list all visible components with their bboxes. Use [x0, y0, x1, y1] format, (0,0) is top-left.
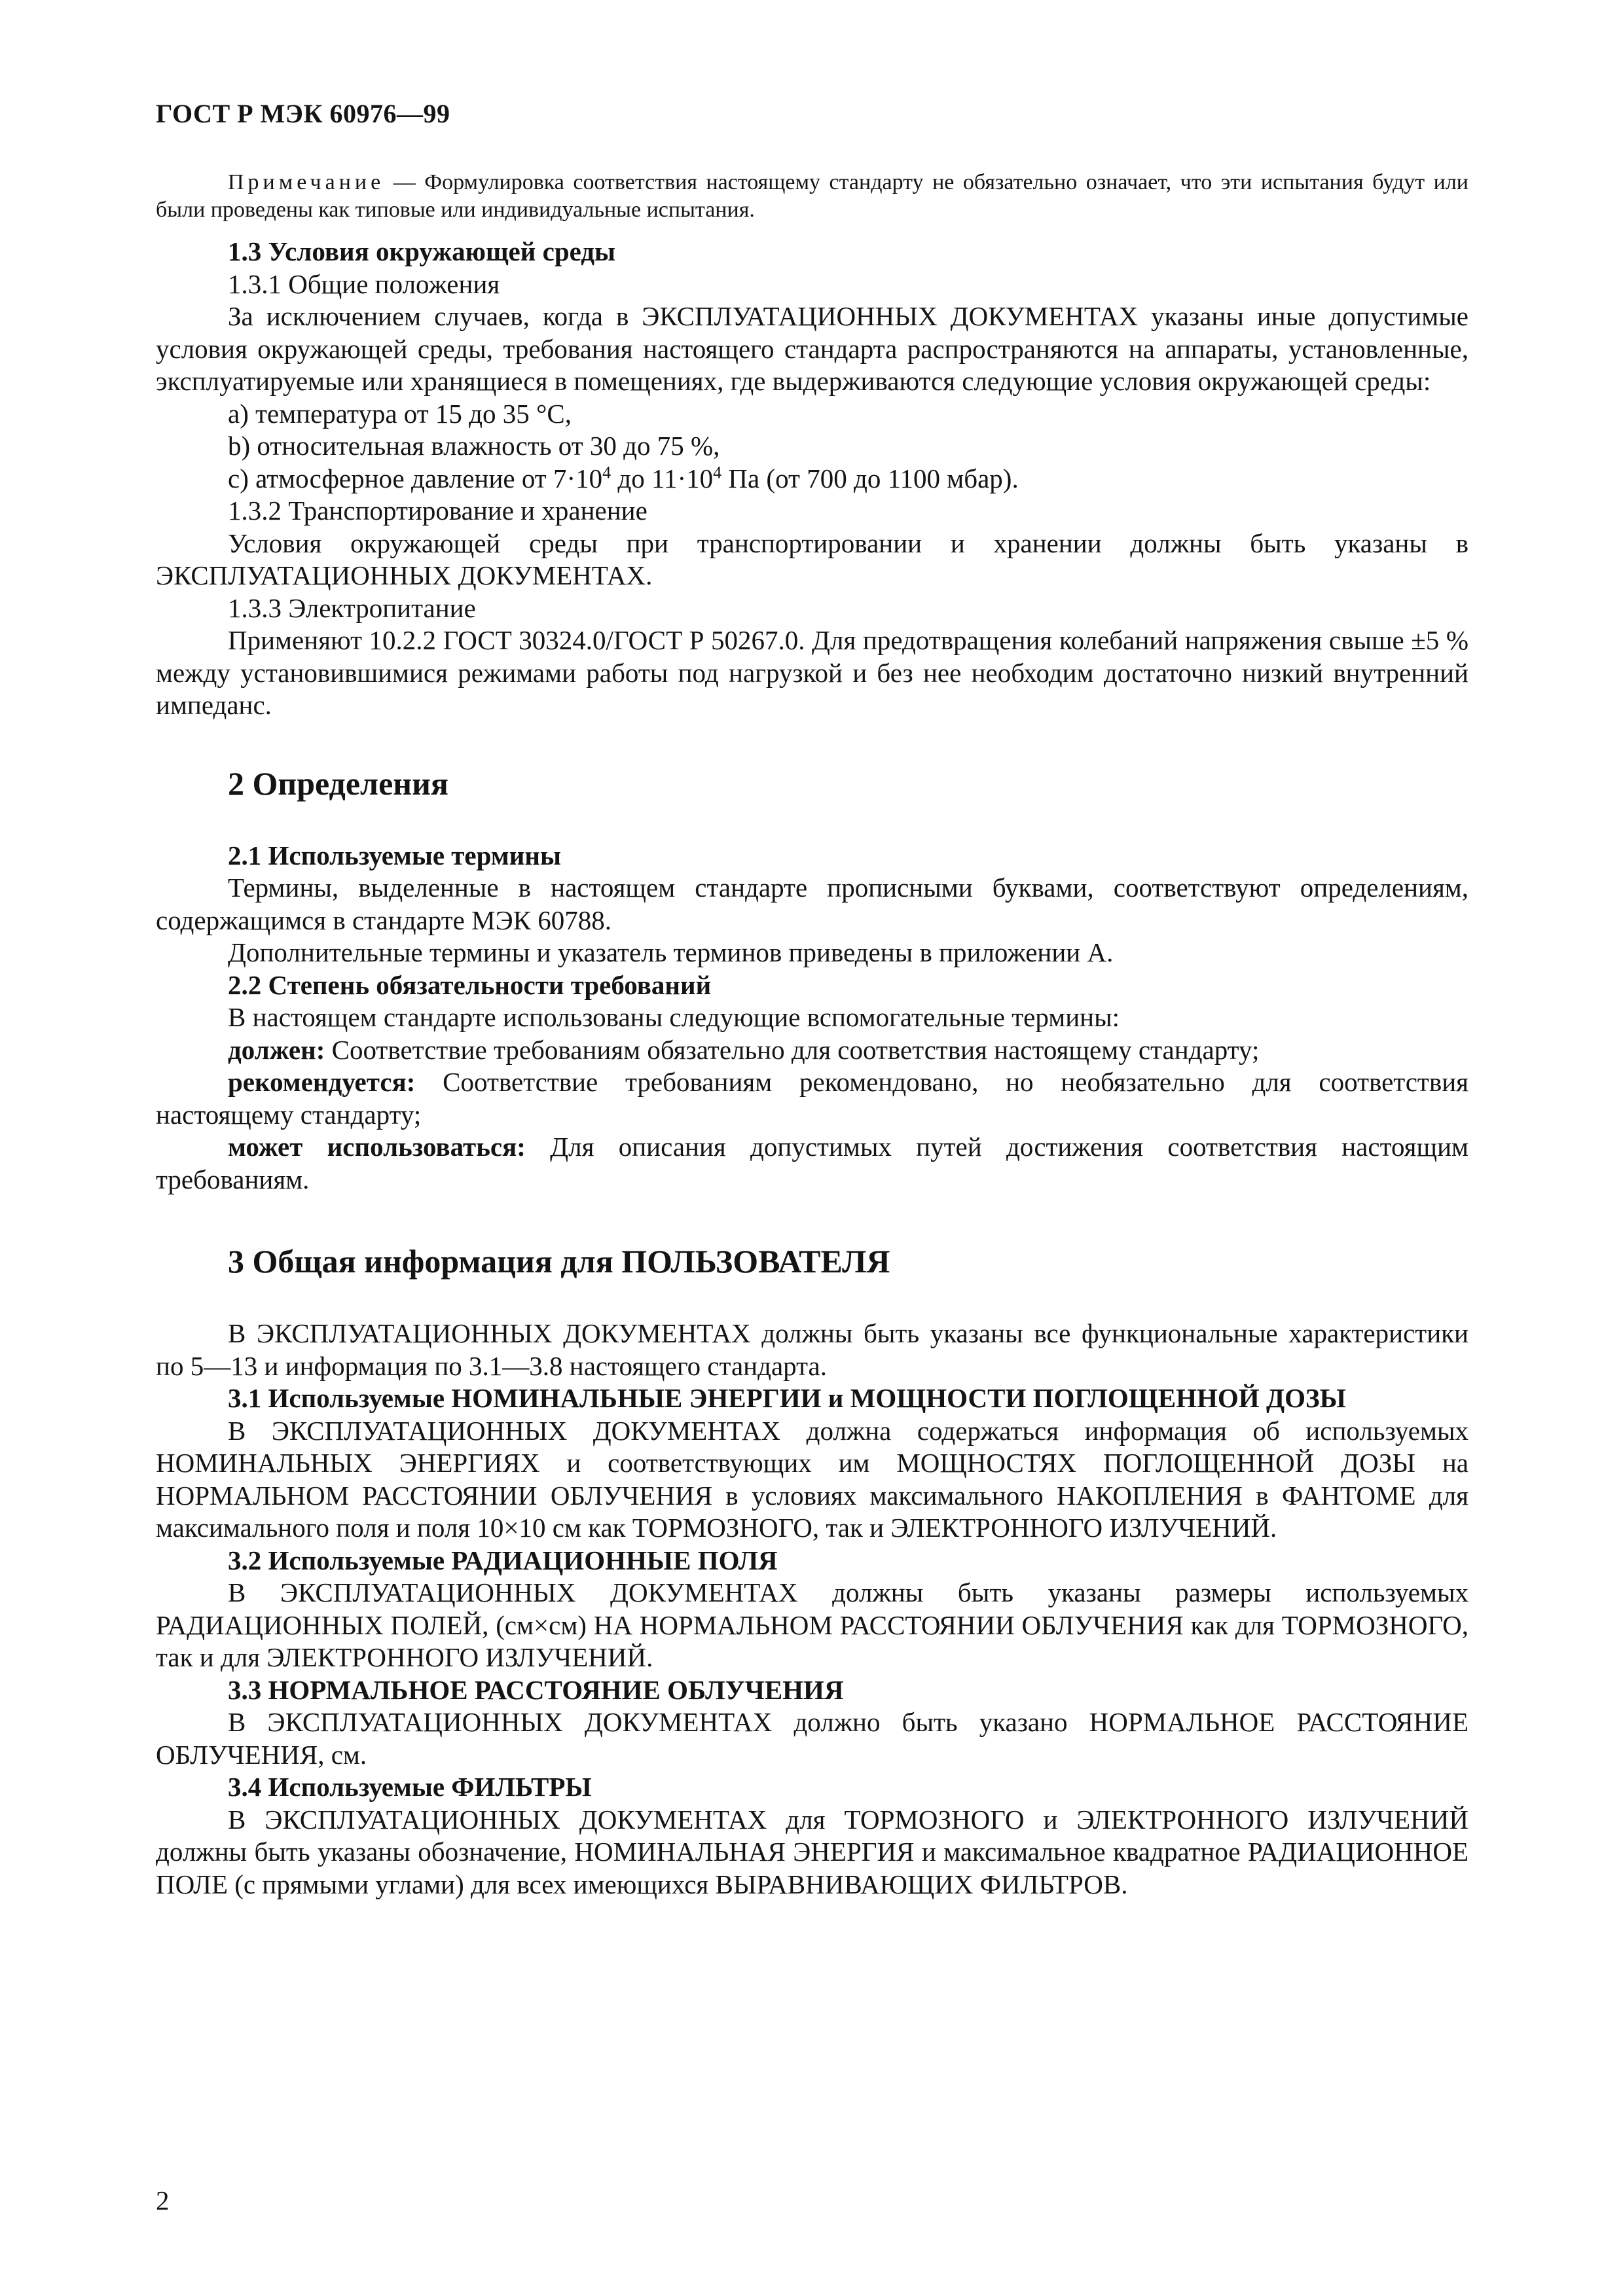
section-3-intro: В ЭКСПЛУАТАЦИОННЫХ ДОКУМЕНТАХ должны быть указаны все функциональные характеристики по 5—13 и информация по 3.1—3.8 настоящего стандарта.	[156, 1318, 1468, 1381]
list-item-c	[156, 463, 1468, 495]
section-3-1-heading: 3.1 Используемые НОМИНАЛЬНЫЕ ЭНЕРГИИ и МОЩНОСТИ ПОГЛОЩЕННОЙ ДОЗЫ	[228, 1383, 1346, 1413]
section-2-2-intro: В настоящем стандарте использованы следующие вспомогательные термины:	[228, 1002, 1120, 1032]
page-number: 2	[156, 2185, 170, 2215]
section-3-2-heading: 3.2 Используемые РАДИАЦИОННЫЕ ПОЛЯ	[228, 1545, 778, 1575]
item-c-part2: до 11·10	[611, 463, 714, 493]
list-item-b: b) относительная влажность от 30 до 75 %,	[228, 431, 720, 461]
section-2-1-text2: Дополнительные термины и указатель терминов приведены в приложении А.	[228, 937, 1114, 967]
document-header: ГОСТ Р МЭК 60976—99	[156, 99, 450, 128]
section-3-1-text: В ЭКСПЛУАТАЦИОННЫХ ДОКУМЕНТАХ должна содержаться информация об используемых НОМИНАЛЬНЫХ ЭНЕРГИЯХ и соответствующих им МОЩНОСТЯХ ПОГЛОЩЕННОЙ ДОЗЫ на НОРМАЛЬНОМ РАССТОЯНИИ ОБЛУЧЕНИЯ в условиях максимального НАКОПЛЕНИЯ в ФАНТОМЕ для максимального поля и поля 10×10 см как ТОРМОЗНОГО, так и ЭЛЕКТРОННОГО ИЗЛУЧЕНИЙ.	[156, 1415, 1468, 1543]
term-should-label: рекомендуется:	[228, 1067, 416, 1097]
item-c-exponent1: 4	[602, 462, 611, 482]
section-1-3-2-heading: 1.3.2 Транспортирование и хранение	[228, 495, 647, 526]
section-3-4-text: В ЭКСПЛУАТАЦИОННЫХ ДОКУМЕНТАХ для ТОРМОЗНОГО и ЭЛЕКТРОННОГО ИЗЛУЧЕНИЙ должны быть указаны обозначение, НОМИНАЛЬНАЯ ЭНЕРГИЯ и максимальное квадратное РАДИАЦИОННОЕ ПОЛЕ (с прямыми углами) для всех имеющихся ВЫРАВНИВАЮЩИХ ФИЛЬТРОВ.	[156, 1804, 1468, 1899]
document-body	[156, 169, 1468, 1901]
section-3-2-text: В ЭКСПЛУАТАЦИОННЫХ ДОКУМЕНТАХ должны быть указаны размеры используемых РАДИАЦИОННЫХ ПОЛЕЙ, (см×см) НА НОРМАЛЬНОМ РАССТОЯНИИ ОБЛУЧЕНИЯ как для ТОРМОЗНОГО, так и для ЭЛЕКТРОННОГО ИЗЛУЧЕНИЙ.	[156, 1577, 1468, 1672]
section-3-3-heading: 3.3 НОРМАЛЬНОЕ РАССТОЯНИЕ ОБЛУЧЕНИЯ	[228, 1674, 844, 1705]
term-should	[156, 1066, 1468, 1131]
section-2-2-heading: 2.2 Степень обязательности требований	[228, 969, 712, 1000]
term-shall	[156, 1034, 1468, 1067]
section-1-3-1-text: За исключением случаев, когда в ЭКСПЛУАТАЦИОННЫХ ДОКУМЕНТАХ указаны иные допустимые условия окружающей среды, требования настоящего стандарта распространяются на аппараты, установленные, эксплуатируемые или хранящиеся в помещениях, где выдерживаются следующие условия окружающей среды:	[156, 301, 1468, 396]
item-c-exponent2: 4	[713, 462, 722, 482]
item-c-part1: c) атмосферное давление от 7·10	[228, 463, 603, 493]
section-3-heading: 3 Общая информация для ПОЛЬЗОВАТЕЛЯ	[228, 1243, 890, 1280]
term-may-label: может использоваться:	[228, 1132, 526, 1162]
term-shall-label: должен:	[228, 1034, 325, 1065]
term-should-text: Соответствие требованиям рекомендовано, но необязательно для соответствия настоящему стандарту;	[156, 1067, 1468, 1130]
term-may-text: Для описания допустимых путей достижения соответствия настоящим требованиям.	[156, 1132, 1468, 1194]
section-1-3-heading: 1.3 Условия окружающей среды	[228, 236, 616, 266]
section-2-heading: 2 Определения	[228, 764, 448, 802]
section-2-1-text: Термины, выделенные в настоящем стандарте прописными буквами, соответствуют определениям, содержащимся в стандарте МЭК 60788.	[156, 872, 1468, 935]
section-1-3-3-text: Применяют 10.2.2 ГОСТ 30324.0/ГОСТ Р 50267.0. Для предотвращения колебаний напряжения свыше ±5 % между установившимися режимами работы под нагрузкой и без нее необходим достаточно низкий внутренний импеданс.	[156, 625, 1468, 720]
note-paragraph	[156, 169, 1468, 224]
section-3-4-heading: 3.4 Используемые ФИЛЬТРЫ	[228, 1772, 592, 1802]
section-1-3-1-heading: 1.3.1 Общие положения	[228, 268, 500, 299]
section-2-1-heading: 2.1 Используемые термины	[228, 840, 561, 870]
section-1-3-2-text: Условия окружающей среды при транспортировании и хранении должны быть указаны в ЭКСПЛУАТАЦИОННЫХ ДОКУМЕНТАХ.	[156, 528, 1468, 590]
note-label: Примечание	[228, 170, 385, 194]
item-c-part3: Па (от 700 до 1100 мбар).	[721, 463, 1019, 493]
section-1-3-3-heading: 1.3.3 Электропитание	[228, 592, 476, 623]
section-3-3-text: В ЭКСПЛУАТАЦИОННЫХ ДОКУМЕНТАХ должно быть указано НОРМАЛЬНОЕ РАССТОЯНИЕ ОБЛУЧЕНИЯ, см.	[156, 1707, 1468, 1770]
note-text: — Формулировка соответствия настоящему стандарту не обязательно означает, что эти испытания будут или были проведены как типовые или индивидуальные испытания.	[156, 170, 1468, 222]
term-shall-text: Соответствие требованиям обязательно для соответствия настоящему стандарту;	[325, 1034, 1260, 1065]
list-item-a: a) температура от 15 до 35 °С,	[228, 398, 572, 429]
term-may	[156, 1131, 1468, 1196]
